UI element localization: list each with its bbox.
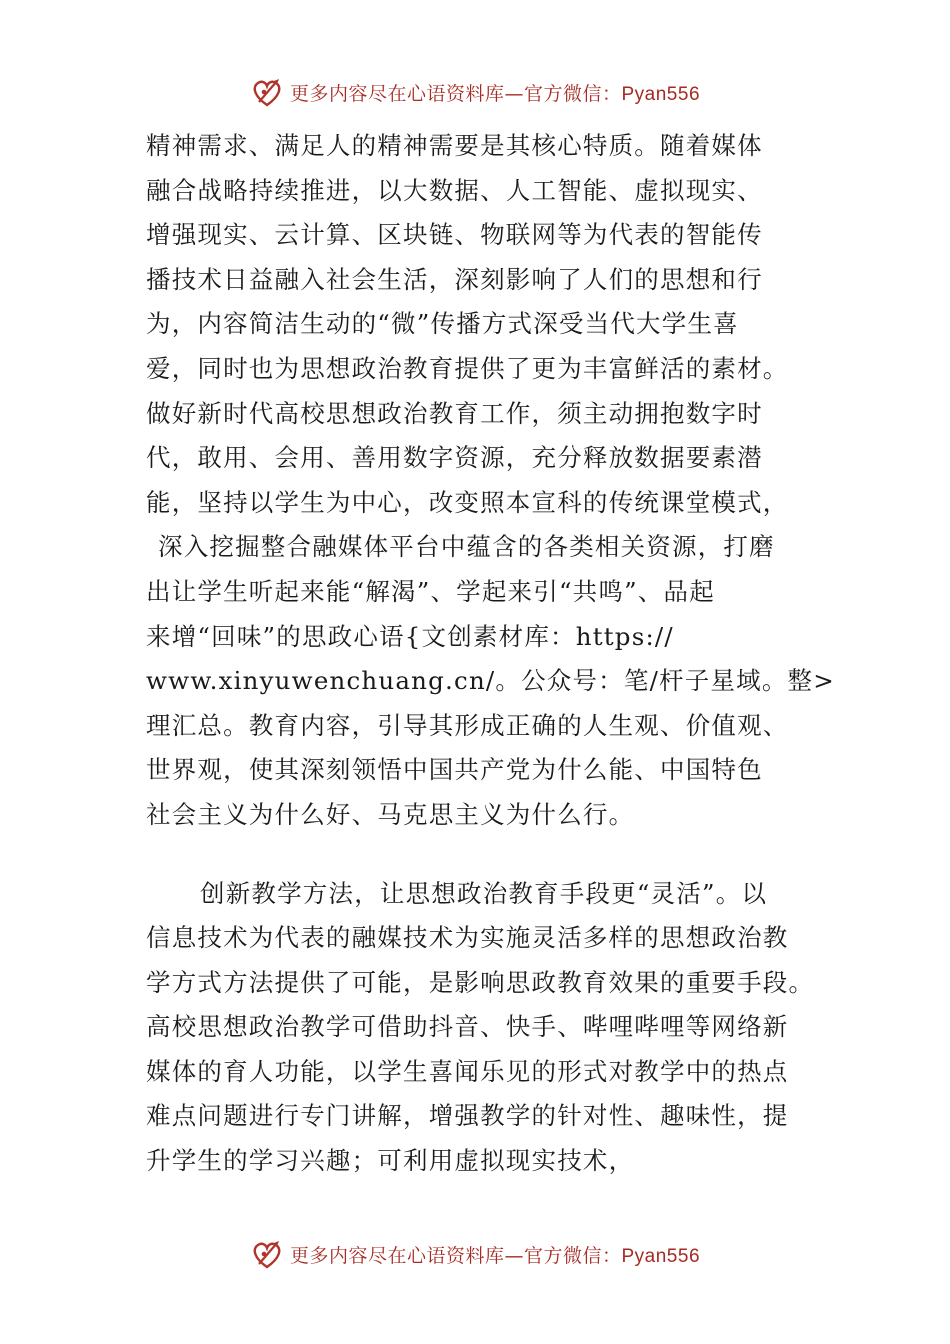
paragraph-line: 增强现实、云计算、区块链、物联网等为代表的智能传	[146, 220, 763, 250]
paragraph-line: 出让学生听起来能“解渴”、学起来引“共鸣”、品起	[146, 576, 715, 606]
paragraph-line: 深入挖掘整合融媒体平台中蕴含的各类相关资源，打磨	[158, 532, 775, 562]
paragraph-line: 代，敢用、会用、善用数字资源，充分释放数据要素潜	[146, 443, 763, 473]
paragraph-1	[146, 124, 836, 838]
paragraph-line: 为，内容简洁生动的“微”传播方式深受当代大学生喜	[146, 309, 739, 339]
paragraph-line: 世界观，使其深刻领悟中国共产党为什么能、中国特色	[146, 755, 763, 785]
paragraph-line: 做好新时代高校思想政治教育工作，须主动拥抱数字时	[146, 398, 763, 428]
paragraph-line: 创新教学方法，让思想政治教育手段更“灵活”。以	[200, 878, 768, 908]
document-body	[146, 124, 836, 1184]
paragraph-line: 理汇总。教育内容，引导其形成正确的人生观、价值观、	[146, 710, 789, 740]
paragraph-line: 社会主义为什么好、马克思主义为什么行。	[146, 799, 635, 829]
paragraph-line: 学方式方法提供了可能，是影响思政教育效果的重要手段。	[146, 967, 815, 997]
paragraph-spacer	[146, 838, 836, 872]
header-wechat-id: Pyan556	[621, 83, 701, 105]
paragraph-line: 能，坚持以学生为中心，改变照本宣科的传统课堂模式，	[146, 487, 789, 517]
paragraph-2	[146, 872, 836, 1184]
paragraph-line: 融合战略持续推进，以大数据、人工智能、虚拟现实、	[146, 175, 763, 205]
header-banner-text: 更多内容尽在心语资料库—官方微信：Pyan556	[289, 82, 701, 105]
paragraph-line-url: www.xinyuwenchuang.cn/。公众号：笔/杆子星域。整>	[146, 666, 835, 696]
paragraph-line: 升学生的学习兴趣；可利用虚拟现实技术，	[146, 1146, 635, 1176]
paragraph-line: 高校思想政治教学可借助抖音、快手、哔哩哔哩等网络新	[146, 1012, 789, 1042]
footer-banner-text: 更多内容尽在心语资料库—官方微信：Pyan556	[289, 1244, 701, 1267]
heart-pen-logo-icon	[250, 75, 284, 109]
paragraph-line: 爱，同时也为思想政治教育提供了更为丰富鲜活的素材。	[146, 353, 789, 383]
paragraph-line: 媒体的育人功能，以学生喜闻乐见的形式对教学中的热点	[146, 1056, 789, 1086]
footer-wechat-id: Pyan556	[621, 1245, 701, 1267]
paragraph-line: 难点问题进行专门讲解，增强教学的针对性、趣味性，提	[146, 1101, 789, 1131]
heart-pen-logo-icon	[250, 1237, 284, 1271]
paragraph-line: 精神需求、满足人的精神需要是其核心特质。随着媒体	[146, 131, 763, 160]
paragraph-line: 信息技术为代表的融媒技术为实施灵活多样的思想政治教	[146, 923, 789, 953]
header-banner	[0, 70, 950, 114]
paragraph-line: 播技术日益融入社会生活，深刻影响了人们的思想和行	[146, 264, 763, 294]
footer-banner	[0, 1232, 950, 1276]
paragraph-line: 来增“回味”的思政心语{文创素材库：https://	[146, 621, 674, 651]
